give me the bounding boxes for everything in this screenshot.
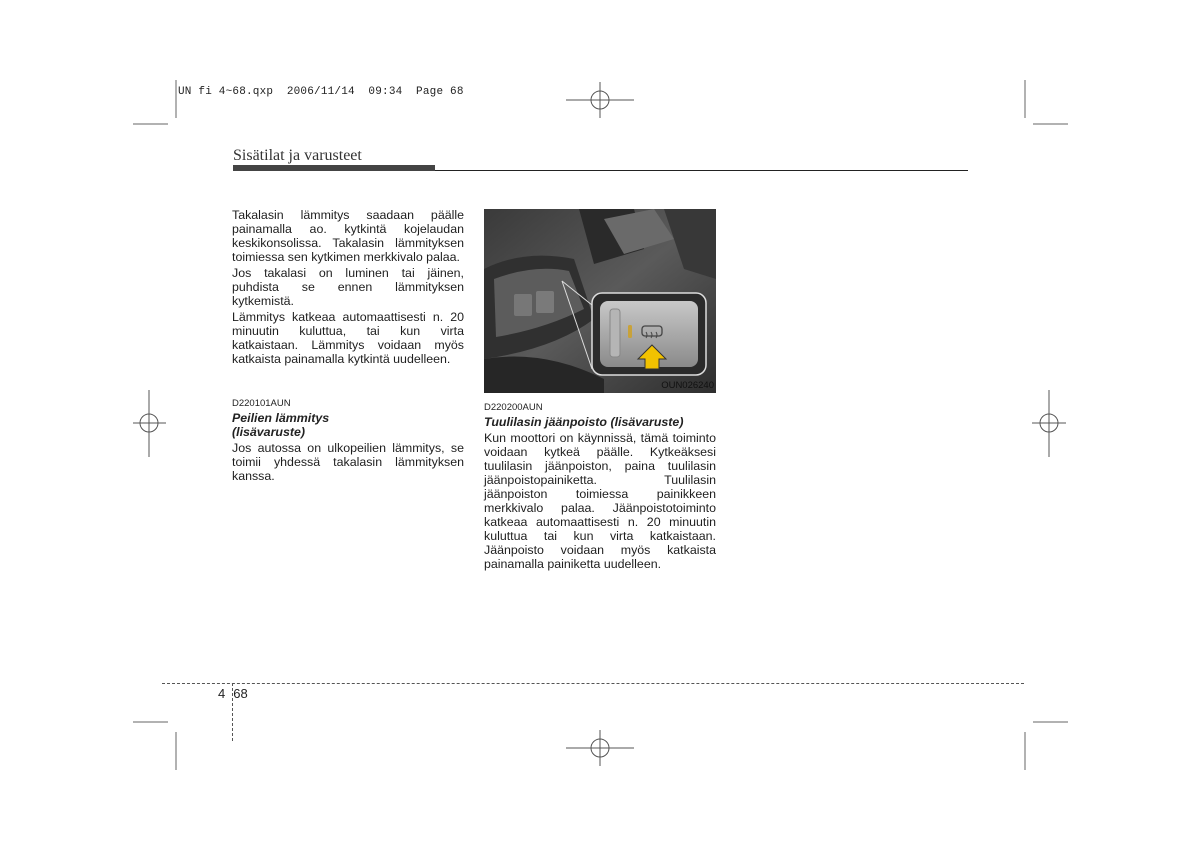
defroster-switch-figure [484, 209, 716, 393]
header-rule-accent [233, 165, 435, 171]
figure-label: OUN026240 [661, 380, 714, 391]
registration-mark-bottom [566, 730, 634, 766]
section-title-mirror-heating [232, 411, 464, 439]
page-number [218, 686, 248, 701]
page-number-value: 68 [233, 686, 248, 701]
registration-mark-top [566, 82, 634, 118]
registration-mark-right [1032, 390, 1066, 457]
paragraph-rear-defrost-auto-off: Lämmitys katkeaa automaattisesti n. 20 minuutin kuluttua, tai kun virta katkaistaan. Lämmitys voidaan myös katkaista painamalla kytkintä uudelleen. [232, 310, 464, 366]
print-slug: UN fi 4~68.qxp 2006/11/14 09:34 Page 68 [178, 86, 464, 98]
section-title-windshield-defrost: Tuulilasin jäänpoisto (lisävaruste) [484, 415, 684, 429]
section-title-line1: Peilien lämmitys [232, 411, 330, 425]
section-code-mirror-heating: D220101AUN [232, 398, 291, 409]
dashboard-illustration [484, 209, 716, 393]
paragraph-rear-defrost-clean: Jos takalasi on luminen tai jäinen, puhdista se ennen lämmityksen kytkemistä. [232, 266, 464, 308]
section-code-windshield-defrost: D220200AUN [484, 402, 543, 413]
paragraph-mirror-heating: Jos autossa on ulkopeilien lämmitys, se toimii yhdessä takalasin lämmityksen kanssa. [232, 441, 464, 483]
left-column [232, 208, 464, 368]
section-title-line2: (lisävaruste) [232, 425, 306, 439]
chapter-number: 4 [218, 686, 226, 701]
paragraph-rear-defrost-on: Takalasin lämmitys saadaan päälle painamalla ao. kytkintä kojelaudan keskikonsolissa. Takalasin lämmityksen toimiessa sen kytkimen merkkivalo palaa. [232, 208, 464, 264]
paragraph-windshield-defrost: Kun moottori on käynnissä, tämä toiminto voidaan kytkeä päälle. Kytkeäksesi tuulilasin jäänpoiston, paina tuulilasin jäänpoistopainiketta. Tuulilasin jäänpoiston toimiessa painikkeen merkkivalo palaa. Jäänpoistotoiminto katkeaa automaattisesti n. 20 minuutin kuluttua tai kun virta katkaistaan. Jäänpoisto voidaan myös katkaista painamalla painiketta uudelleen. [484, 431, 716, 571]
registration-mark-left [133, 390, 166, 457]
footer-rule [162, 683, 1024, 684]
section-header-title: Sisätilat ja varusteet [233, 147, 362, 164]
